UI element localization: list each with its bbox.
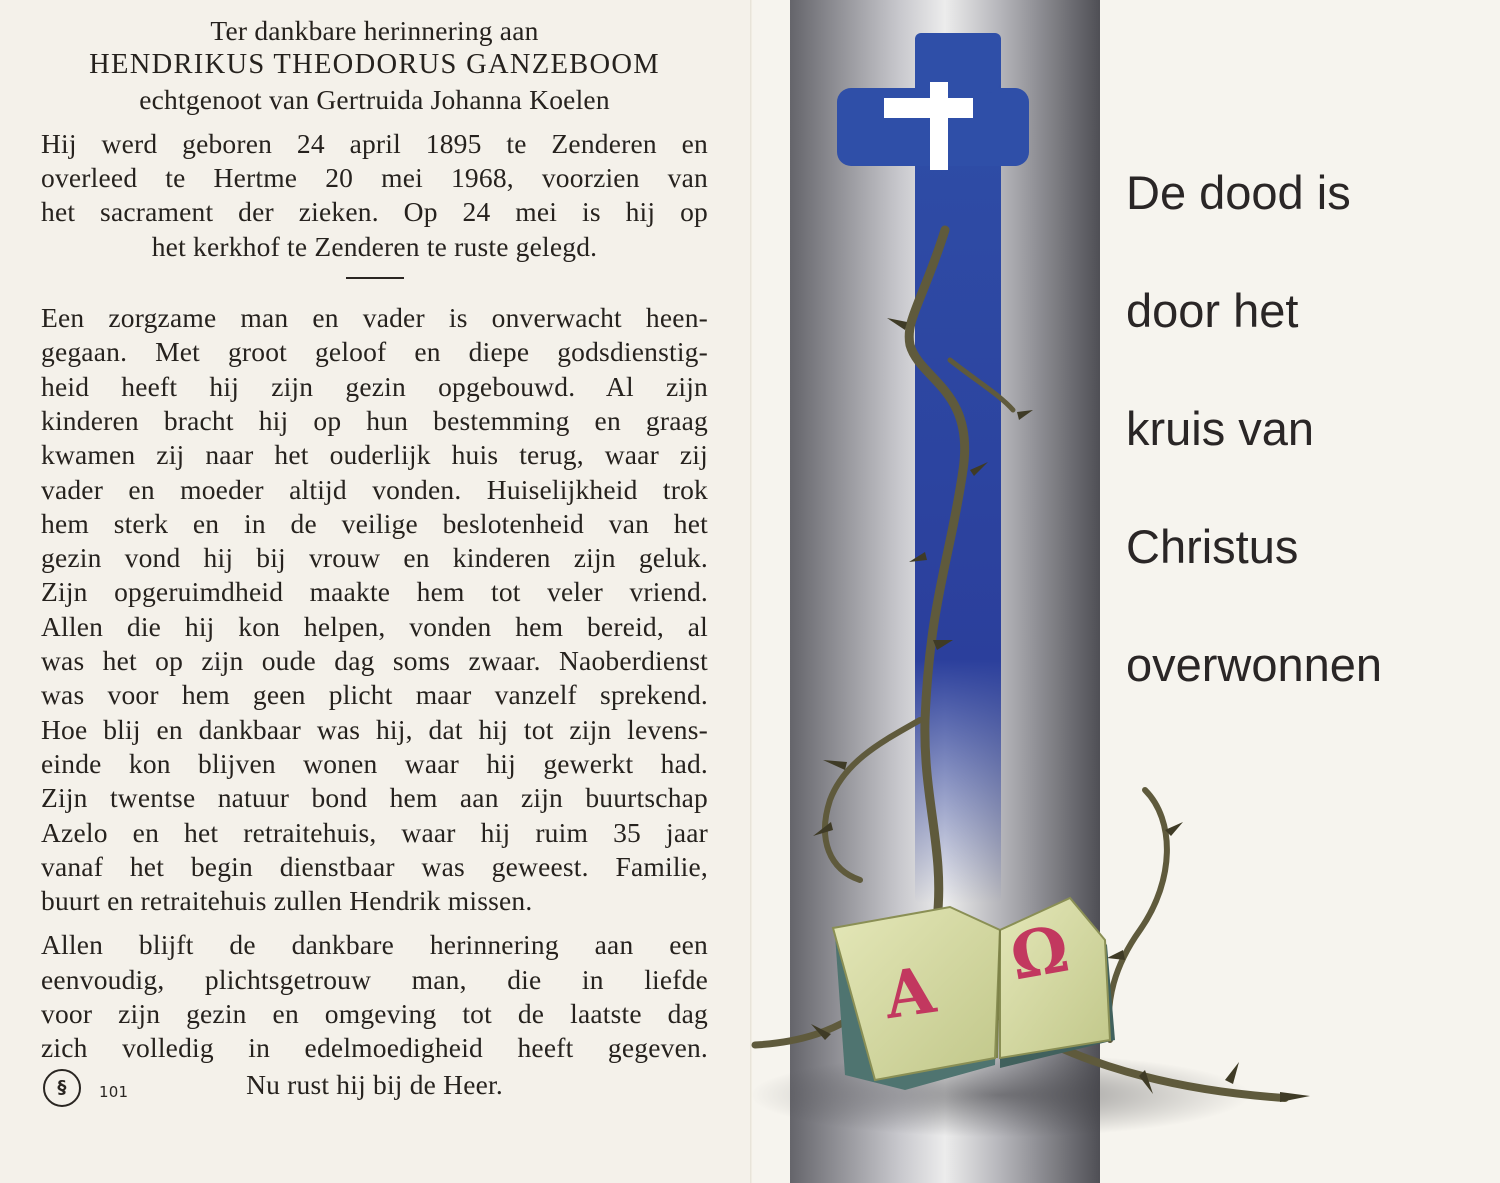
omega-symbol: Ω bbox=[1005, 911, 1075, 996]
birth-death-paragraph bbox=[41, 127, 708, 264]
printer-code: 101 bbox=[99, 1082, 129, 1101]
text-line: overleed te Hertme 20 mei 1968, voorzien van bbox=[41, 162, 708, 194]
biography-paragraph bbox=[41, 301, 708, 918]
text-line: Allen blijft de dankbare herinnering aan een bbox=[41, 929, 708, 961]
quote-line: kruis van bbox=[1126, 402, 1315, 455]
printer-logo-icon: § bbox=[43, 1069, 81, 1107]
quote-text bbox=[1126, 146, 1486, 736]
text-line: Zijn opgeruimdheid maakte hem tot veler vriend. bbox=[41, 576, 708, 608]
alpha-symbol: A bbox=[879, 952, 940, 1035]
closing-paragraph bbox=[41, 928, 708, 1065]
text-line: buurt en retraitehuis zullen Hendrik missen. bbox=[41, 885, 533, 917]
text-line: Azelo en het retraitehuis, waar hij ruim 35 jaar bbox=[41, 816, 708, 848]
separator-rule bbox=[346, 277, 404, 279]
quote-line: door het bbox=[1126, 284, 1299, 337]
text-line: vanaf het begin dienstbaar was geweest. Familie, bbox=[41, 850, 708, 882]
quote-line: overwonnen bbox=[1126, 638, 1383, 691]
text-line: gezin vond hij bij vrouw en kinderen zijn geluk. bbox=[41, 542, 708, 574]
text-line: het kerkhof te Zenderen te ruste gelegd. bbox=[151, 230, 598, 262]
text-line: het sacrament der zieken. Op 24 mei is hij op bbox=[41, 196, 708, 228]
text-line: Zijn twentse natuur bond hem aan zijn buurtschap bbox=[41, 782, 708, 814]
text-line: voor zijn gezin en omgeving tot de laatste dag bbox=[41, 998, 708, 1030]
text-line: einde kon blijven wonen waar hij gewerkt had. bbox=[41, 747, 708, 779]
deceased-name: HENDRIKUS THEODORUS GANZEBOOM bbox=[89, 49, 660, 81]
intro-line: Ter dankbare herinnering aan bbox=[210, 15, 539, 46]
obituary-text bbox=[41, 14, 708, 1106]
text-line: hem sterk en in de veilige beslotenheid van het bbox=[41, 507, 708, 539]
quote-line: Christus bbox=[1126, 520, 1299, 573]
text-line: Hoe blij en dankbaar was hij, dat hij tot zijn levens- bbox=[41, 713, 708, 745]
text-line: eenvoudig, plichtsgetrouw man, die in liefde bbox=[41, 963, 708, 995]
text-line: gegaan. Met groot geloof en diepe godsdienstig- bbox=[41, 336, 708, 368]
text-line: kinderen bracht hij op hun bestemming en graag bbox=[41, 404, 708, 436]
text-line: was het op zijn oude dag soms zwaar. Naoberdienst bbox=[41, 645, 708, 677]
footer-row bbox=[41, 1066, 708, 1106]
text-line: Een zorgzame man en vader is onverwacht heen- bbox=[41, 302, 708, 334]
final-line: Nu rust hij bij de Heer. bbox=[246, 1068, 503, 1100]
text-line: vader en moeder altijd vonden. Huiselijkheid trok bbox=[41, 473, 708, 505]
text-line: heid heeft hij zijn gezin opgebouwd. Al zijn bbox=[41, 370, 708, 402]
spouse-line: echtgenoot van Gertruida Johanna Koelen bbox=[139, 83, 610, 115]
text-line: kwamen zij naar het ouderlijk huis terug, waar zij bbox=[41, 439, 708, 471]
quote-line: De dood is bbox=[1126, 166, 1351, 219]
text-line: was voor hem geen plicht maar vanzelf sprekend. bbox=[41, 679, 708, 711]
text-line: Allen die hij kon helpen, vonden hem bereid, al bbox=[41, 610, 708, 642]
text-line: zich volledig in edelmoedigheid heeft gegeven. bbox=[41, 1032, 708, 1064]
text-line: Hij werd geboren 24 april 1895 te Zenderen en bbox=[41, 127, 708, 159]
